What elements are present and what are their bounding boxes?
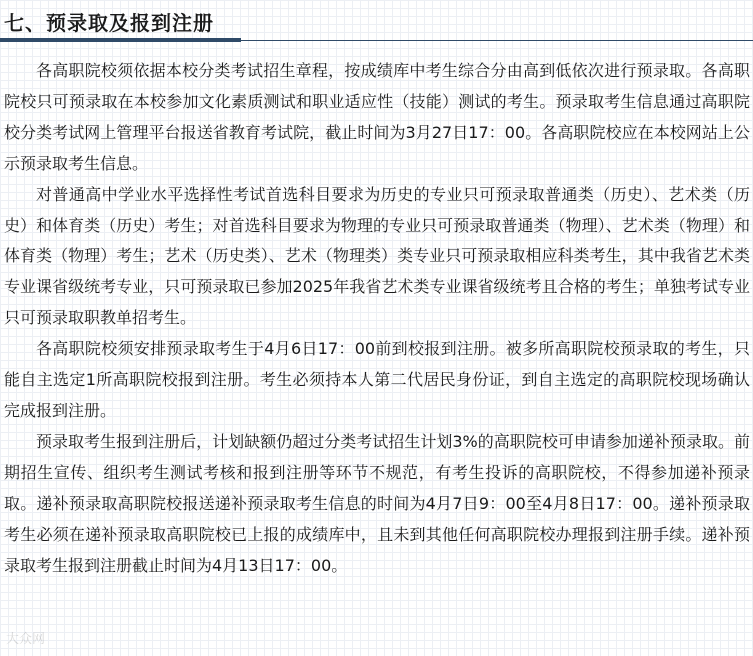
title-rule bbox=[241, 40, 753, 41]
watermark: 大众网 bbox=[6, 632, 46, 647]
paragraph-subject-requirements: 对普通高中学业水平选择性考试首选科目要求为历史的专业只可预录取普通类（历史）、艺术类（历史）和体育类（历史）考生；对首选科目要求为物理的专业只可预录取普通类（物理）、艺术类（物理）和体育类（物理）考生；艺术（历史类）、艺术（物理类）类专业只可预录取相应科类考生，其中我省艺术类专业课省级统考专业，只可预录取已参加2025年我省艺术类专业课省级统考且合格的考生；单独考试专业只可预录取职教单招考生。 bbox=[4, 184, 750, 328]
section-title: 七、预录取及报到注册 bbox=[4, 11, 214, 35]
title-underline bbox=[0, 38, 241, 42]
section-header bbox=[0, 0, 753, 44]
paragraph-supplementary-admission: 预录取考生报到注册后，计划缺额仍超过分类考试招生计划3%的高职院校可申请参加递补预录取。前期招生宣传、组织考生测试考核和报到注册等环节不规范，有考生投诉的高职院校，不得参加递补预录取。递补预录取高职院校报送递补预录取考生信息的时间为4月7日9：00至4月8日17：00。递补预录取考生必须在递补预录取高职院校已上报的成绩库中，且未到其他任何高职院校办理报到注册手续。递补预录取考生报到注册截止时间为4月13日17：00。 bbox=[4, 431, 750, 575]
paragraph-pre-admission: 各高职院校须依据本校分类考试招生章程，按成绩库中考生综合分由高到低依次进行预录取。各高职院校只可预录取在本校参加文化素质测试和职业适应性（技能）测试的考生。预录取考生信息通过高职院校分类考试网上管理平台报送省教育考试院，截止时间为3月27日17：00。各高职院校应在本校网站上公示预录取考生信息。 bbox=[4, 61, 750, 173]
paragraph-registration: 各高职院校须安排预录取考生于4月6日17：00前到校报到注册。被多所高职院校预录取的考生，只能自主选定1所高职院校报到注册。考生必须持本人第二代居民身份证，到自主选定的高职院校现场确认完成报到注册。 bbox=[4, 339, 750, 420]
section-body bbox=[4, 56, 750, 581]
